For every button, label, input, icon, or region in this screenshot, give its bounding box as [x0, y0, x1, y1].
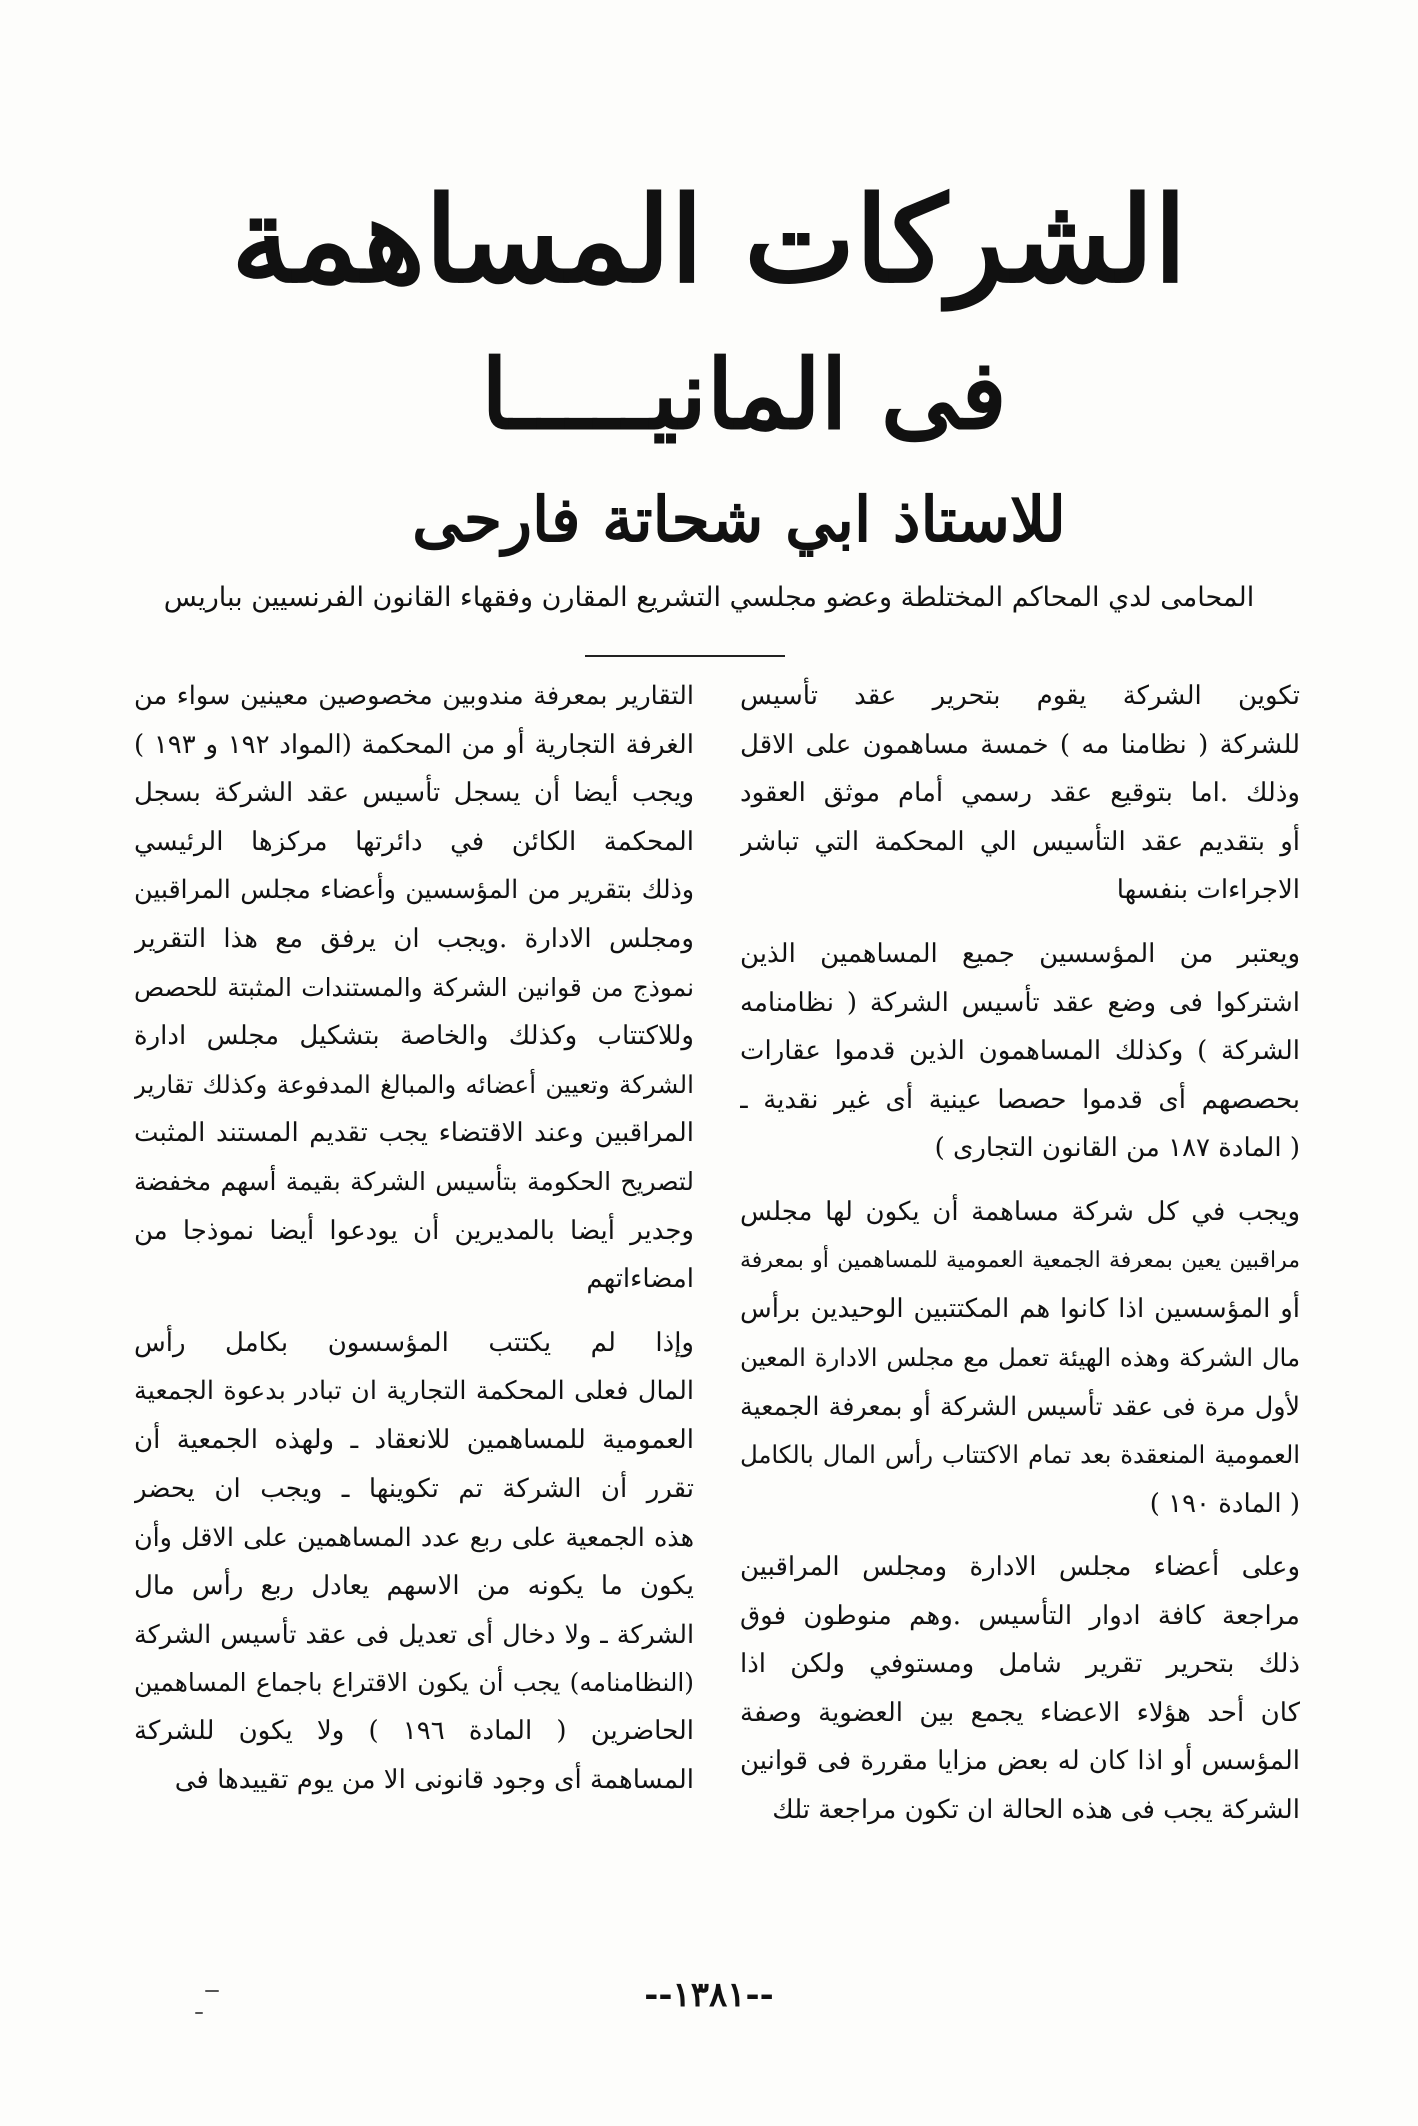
text-line: مراقبين يعين بمعرفة الجمعية العمومية للمساهمين أو بمعرفة: [740, 1247, 1300, 1273]
text-line: بحصصهم أى قدموا حصصا عينية أى غير نقدية ـ: [740, 1084, 1300, 1115]
text-line: ( المادة ١٨٧ من القانون التجارى ): [934, 1133, 1300, 1164]
text-line: لأول مرة فى عقد تأسيس الشركة أو بمعرفة الجمعية: [740, 1391, 1300, 1422]
text-line: مال الشركة وهذه الهيئة تعمل مع مجلس الادارة المعين: [740, 1342, 1300, 1372]
text-line: ( المادة ١٩٠ ): [1149, 1488, 1300, 1519]
text-line: نموذج من قوانين الشركة والمستندات المثبتة للحصص: [134, 972, 694, 1002]
text-line: ومجلس الادارة .ويجب ان يرفق مع هذا التقرير: [134, 923, 694, 954]
text-line: تكوين الشركة يقوم بتحرير عقد تأسيس: [740, 681, 1300, 711]
text-line: تقرر أن الشركة تم تكوينها ـ ويجب ان يحضر: [134, 1473, 694, 1504]
text-line: أو المؤسسين اذا كانوا هم المكتتبين الوحيدين برأس: [740, 1294, 1300, 1325]
print-speck: [195, 2012, 203, 2014]
text-line: أو بتقديم عقد التأسيس الي المحكمة التي تباشر: [740, 826, 1300, 857]
text-line: وذلك .اما بتوقيع عقد رسمي أمام موثق العقود: [740, 778, 1300, 809]
text-line: امضاءاتهم: [586, 1264, 694, 1295]
author-affiliation: المحامى لدي المحاكم المختلطة وعضو مجلسي التشريع المقارن وفقهاء القانون الفرنسيين بباريس: [163, 582, 1255, 613]
text-line: وإذا لم يكتتب المؤسسون بكامل رأس: [134, 1327, 694, 1358]
text-line: كان أحد هؤلاء الاعضاء يجمع بين العضوية وصفة: [740, 1697, 1300, 1728]
text-line: وللاكتتاب وكذلك والخاصة بتشكيل مجلس ادارة: [134, 1021, 694, 1052]
header-divider: [585, 655, 785, 657]
paragraph: [740, 1188, 1300, 1528]
text-line: يكون ما يكونه من الاسهم يعادل ربع رأس مال: [134, 1570, 694, 1601]
text-line: وذلك بتقرير من المؤسسين وأعضاء مجلس المراقبين: [134, 875, 694, 905]
article-subtitle: فى المانيـــــا: [481, 338, 1007, 451]
text-column-right: [740, 672, 1300, 1835]
text-line: المال فعلى المحكمة التجارية ان تبادر بدعوة الجمعية: [134, 1376, 694, 1407]
text-line: ويعتبر من المؤسسين جميع المساهمين الذين: [740, 938, 1300, 969]
text-line: الشركة يجب فى هذه الحالة ان تكون مراجعة تلك: [772, 1795, 1300, 1826]
text-line: (النظامنامه) يجب أن يكون الاقتراع باجماع المساهمين: [134, 1667, 694, 1697]
text-line: الغرفة التجارية أو من المحكمة (المواد ١٩٢ و ١٩٣ ): [134, 729, 694, 760]
text-line: اشتركوا فى وضع عقد تأسيس الشركة ( نظامنامه: [740, 987, 1300, 1018]
author-byline: للاستاذ ابي شحاتة فارحى: [412, 483, 1066, 556]
paragraph: [134, 672, 694, 1304]
page-number: --١٣٨١--: [644, 1975, 774, 2015]
text-line: ذلك بتحرير تقرير شامل ومستوفي ولكن اذا: [740, 1649, 1300, 1680]
text-line: المراقبين وعند الاقتضاء يجب تقديم المستند المثبت: [134, 1118, 694, 1149]
text-line: الشركة ) وكذلك المساهمون الذين قدموا عقارات: [740, 1036, 1300, 1067]
paragraph: [134, 1319, 694, 1805]
text-line: العمومية المنعقدة بعد تمام الاكتتاب رأس المال بالكامل: [740, 1439, 1300, 1469]
text-line: الحاضرين ( المادة ١٩٦ ) ولا يكون للشركة: [134, 1716, 694, 1747]
text-line: المساهمة أى وجود قانونى الا من يوم تقييدها فى: [174, 1765, 694, 1796]
print-speck: [205, 1990, 219, 1992]
text-line: وعلى أعضاء مجلس الادارة ومجلس المراقبين: [740, 1552, 1300, 1583]
text-line: المؤسس أو اذا كان له بعض مزايا مقررة فى قوانين: [740, 1746, 1300, 1777]
text-line: للشركة ( نظامنا مه ) خمسة مساهمون على الاقل: [740, 729, 1300, 760]
text-line: الشركة ـ ولا دخال أى تعديل فى عقد تأسيس الشركة: [134, 1619, 694, 1650]
text-line: العمومية للمساهمين للانعقاد ـ ولهذه الجمعية أن: [134, 1424, 694, 1455]
article-title: الشركات المساهمة: [231, 170, 1187, 309]
text-line: لتصريح الحكومة بتأسيس الشركة بقيمة أسهم مخفضة: [134, 1166, 694, 1196]
text-column-left: [134, 672, 694, 1805]
text-line: الاجراءات بنفسها: [1116, 875, 1300, 906]
paragraph: [740, 1543, 1300, 1835]
paragraph: [740, 930, 1300, 1173]
text-line: هذه الجمعية على ربع عدد المساهمين على الاقل وأن: [134, 1522, 694, 1553]
paragraph: [740, 672, 1300, 915]
text-line: وجدير أيضا بالمديرين أن يودعوا أيضا نموذجا من: [134, 1215, 694, 1246]
text-line: المحكمة الكائن في دائرتها مركزها الرئيسي: [134, 826, 694, 857]
text-line: مراجعة كافة ادوار التأسيس .وهم منوطون فوق: [740, 1600, 1300, 1631]
text-line: ويجب في كل شركة مساهمة أن يكون لها مجلس: [740, 1196, 1300, 1227]
text-line: التقارير بمعرفة مندوبين مخصوصين معينين سواء من: [134, 681, 694, 711]
text-line: الشركة وتعيين أعضائه والمبالغ المدفوعة وكذلك تقارير: [134, 1069, 694, 1099]
text-line: ويجب أيضا أن يسجل تأسيس عقد الشركة بسجل: [134, 778, 694, 809]
